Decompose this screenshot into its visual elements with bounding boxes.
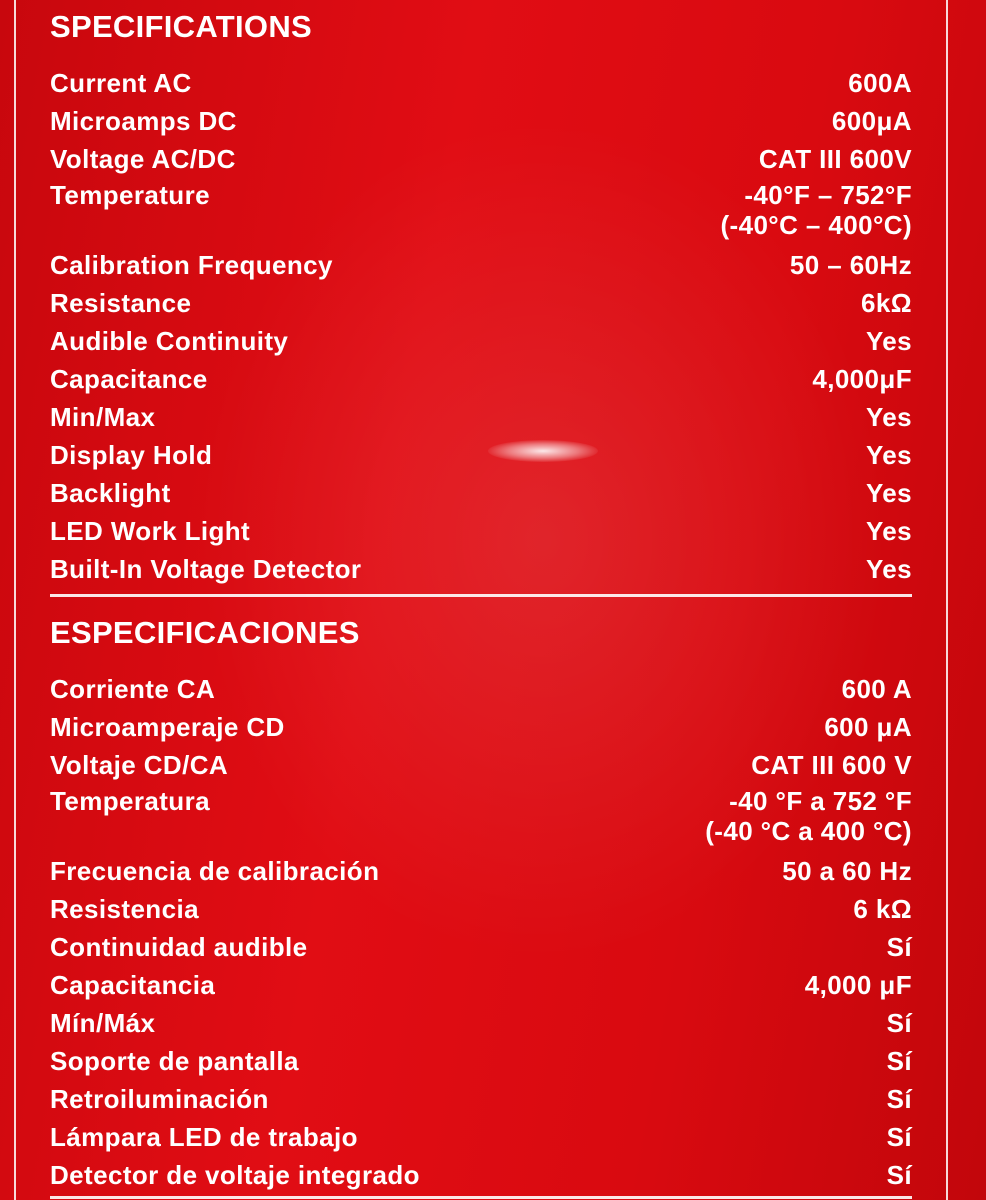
spec-row <box>50 550 912 588</box>
spec-value: Sí <box>886 932 912 962</box>
spec-value: 4,000 μF <box>804 970 912 1000</box>
spec-row <box>50 966 912 1004</box>
spec-value: Sí <box>886 1160 912 1190</box>
spec-row <box>50 928 912 966</box>
spec-label: Detector de voltaje integrado <box>50 1160 420 1190</box>
spec-row <box>50 436 912 474</box>
spec-row <box>50 512 912 550</box>
spec-value: 600A <box>848 68 912 98</box>
spec-row <box>50 890 912 928</box>
spec-row <box>50 1118 912 1156</box>
spec-label: Audible Continuity <box>50 326 289 356</box>
spec-value: Yes <box>865 440 912 470</box>
specifications-heading: SPECIFICATIONS <box>50 9 312 44</box>
specifications-section-english <box>50 6 912 588</box>
spec-label: Resistencia <box>50 894 199 924</box>
spec-label: Voltaje CD/CA <box>50 750 229 780</box>
spec-value: Sí <box>886 1122 912 1152</box>
spec-label: Retroiluminación <box>50 1084 269 1114</box>
spec-value: Yes <box>865 326 912 356</box>
frame-left-border <box>14 0 16 1200</box>
bottom-divider <box>50 1196 912 1199</box>
spec-value: Sí <box>886 1046 912 1076</box>
spec-label: Voltage AC/DC <box>50 144 236 174</box>
spec-label: Capacitance <box>50 364 208 394</box>
spec-label: Built-In Voltage Detector <box>50 554 362 584</box>
section-divider <box>50 594 912 597</box>
spec-value: -40 °F a 752 °F (-40 °C a 400 °C) <box>705 786 912 846</box>
spec-row <box>50 1004 912 1042</box>
spec-label: Microamperaje CD <box>50 712 285 742</box>
spec-row <box>50 670 912 708</box>
spec-value: 6kΩ <box>861 288 912 318</box>
spec-label: LED Work Light <box>50 516 251 546</box>
spec-value: 50 a 60 Hz <box>782 856 912 886</box>
spec-value: -40°F – 752°F (-40°C – 400°C) <box>720 180 912 240</box>
spec-row <box>50 140 912 178</box>
spec-row <box>50 1156 912 1194</box>
spec-label: Capacitancia <box>50 970 216 1000</box>
spec-label: Lámpara LED de trabajo <box>50 1122 358 1152</box>
spec-value: 600μA <box>831 106 912 136</box>
spec-value: CAT III 600 V <box>751 750 912 780</box>
spec-row <box>50 708 912 746</box>
spec-label: Min/Max <box>50 402 156 432</box>
spec-label: Temperatura <box>50 786 210 816</box>
spec-row <box>50 102 912 140</box>
spec-value: 6 kΩ <box>853 894 912 924</box>
spec-value: Yes <box>865 402 912 432</box>
spec-row <box>50 246 912 284</box>
spec-label: Soporte de pantalla <box>50 1046 299 1076</box>
spec-row <box>50 1042 912 1080</box>
specifications-section-spanish <box>50 612 912 1194</box>
spec-row <box>50 64 912 102</box>
spec-label: Microamps DC <box>50 106 237 136</box>
spec-row <box>50 784 912 852</box>
spec-row <box>50 322 912 360</box>
spec-value: CAT III 600V <box>758 144 912 174</box>
spec-list-english <box>50 64 912 588</box>
spec-label: Mín/Máx <box>50 1008 156 1038</box>
spec-list-spanish <box>50 670 912 1194</box>
spec-value: Yes <box>865 478 912 508</box>
spec-label: Calibration Frequency <box>50 250 333 280</box>
spec-value: Sí <box>886 1008 912 1038</box>
spec-row <box>50 1080 912 1118</box>
spec-row <box>50 398 912 436</box>
spec-value: Sí <box>886 1084 912 1114</box>
spec-value: 50 – 60Hz <box>789 250 912 280</box>
especificaciones-heading: ESPECIFICACIONES <box>50 615 360 650</box>
spec-label: Display Hold <box>50 440 213 470</box>
spec-row <box>50 852 912 890</box>
spec-row <box>50 178 912 246</box>
spec-row <box>50 474 912 512</box>
spec-label: Current AC <box>50 68 192 98</box>
spec-label: Temperature <box>50 180 210 210</box>
spec-row <box>50 284 912 322</box>
spec-label: Frecuencia de calibración <box>50 856 380 886</box>
spec-label: Continuidad audible <box>50 932 308 962</box>
spec-label: Backlight <box>50 478 171 508</box>
spec-value: Yes <box>865 516 912 546</box>
spec-row <box>50 360 912 398</box>
spec-label: Resistance <box>50 288 192 318</box>
spec-row <box>50 746 912 784</box>
spec-label: Corriente CA <box>50 674 216 704</box>
spec-value: 600 μA <box>824 712 912 742</box>
spec-value: Yes <box>865 554 912 584</box>
spec-value: 4,000μF <box>812 364 912 394</box>
frame-right-border <box>946 0 948 1200</box>
spec-value: 600 A <box>841 674 912 704</box>
